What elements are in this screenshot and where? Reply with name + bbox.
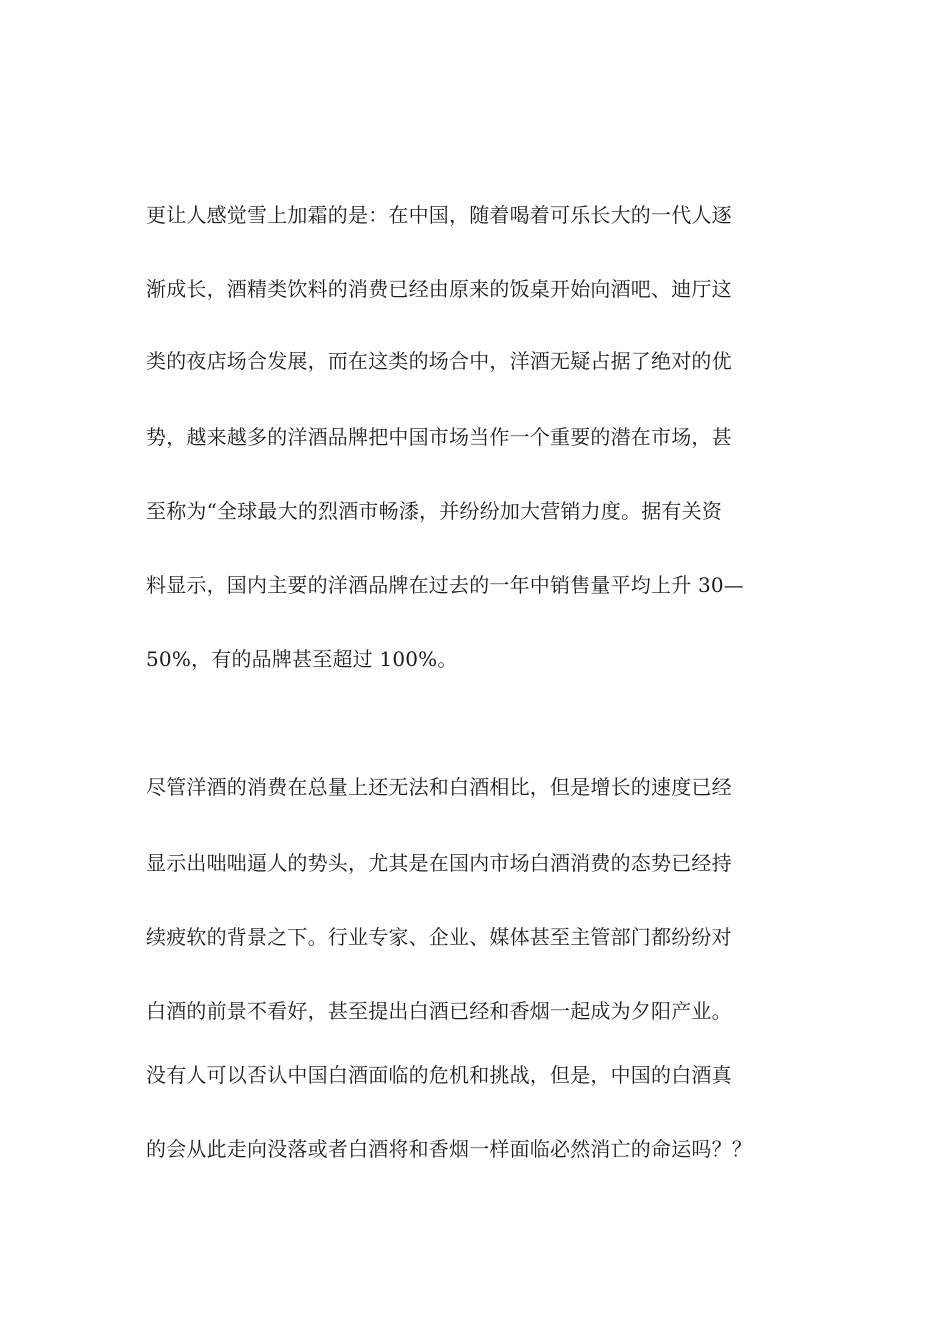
text-line: 续疲软的背景之下。行业专家、企业、媒体甚至主管部门都纷纷对 [146,925,732,949]
text-line: 的会从此走向没落或者白酒将和香烟一样面临必然消亡的命运吗？？ [146,1137,752,1161]
text-line: 类的夜店场合发展，而在这类的场合中，洋酒无疑占据了绝对的优 [146,349,732,373]
text-line: 渐成长，酒精类饮料的消费已经由原来的饭桌开始向酒吧、迪厅这 [146,277,732,301]
text-line: 更让人感觉雪上加霜的是：在中国，随着喝着可乐长大的一代人逐 [146,203,732,227]
text-line: 料显示，国内主要的洋酒品牌在过去的一年中销售量平均上升 30— [146,573,745,597]
text-line: 尽管洋酒的消费在总量上还无法和白酒相比，但是增长的速度已经 [146,775,732,799]
text-line: 至称为“全球最大的烈酒市畅潻，并纷纷加大营销力度。据有关资 [146,499,723,523]
text-line: 显示出咄咄逼人的势头，尤其是在国内市场白酒消费的态势已经持 [146,851,732,875]
text-line: 没有人可以否认中国白酒面临的危机和挑战，但是，中国的白酒真 [146,1063,732,1087]
text-line: 50%，有的品牌甚至超过 100%。 [146,647,458,671]
text-line: 白酒的前景不看好，甚至提出白酒已经和香烟一起成为夕阳产业。 [146,999,732,1023]
text-line: 势，越来越多的洋酒品牌把中国市场当作一个重要的潜在市场，甚 [146,425,732,449]
